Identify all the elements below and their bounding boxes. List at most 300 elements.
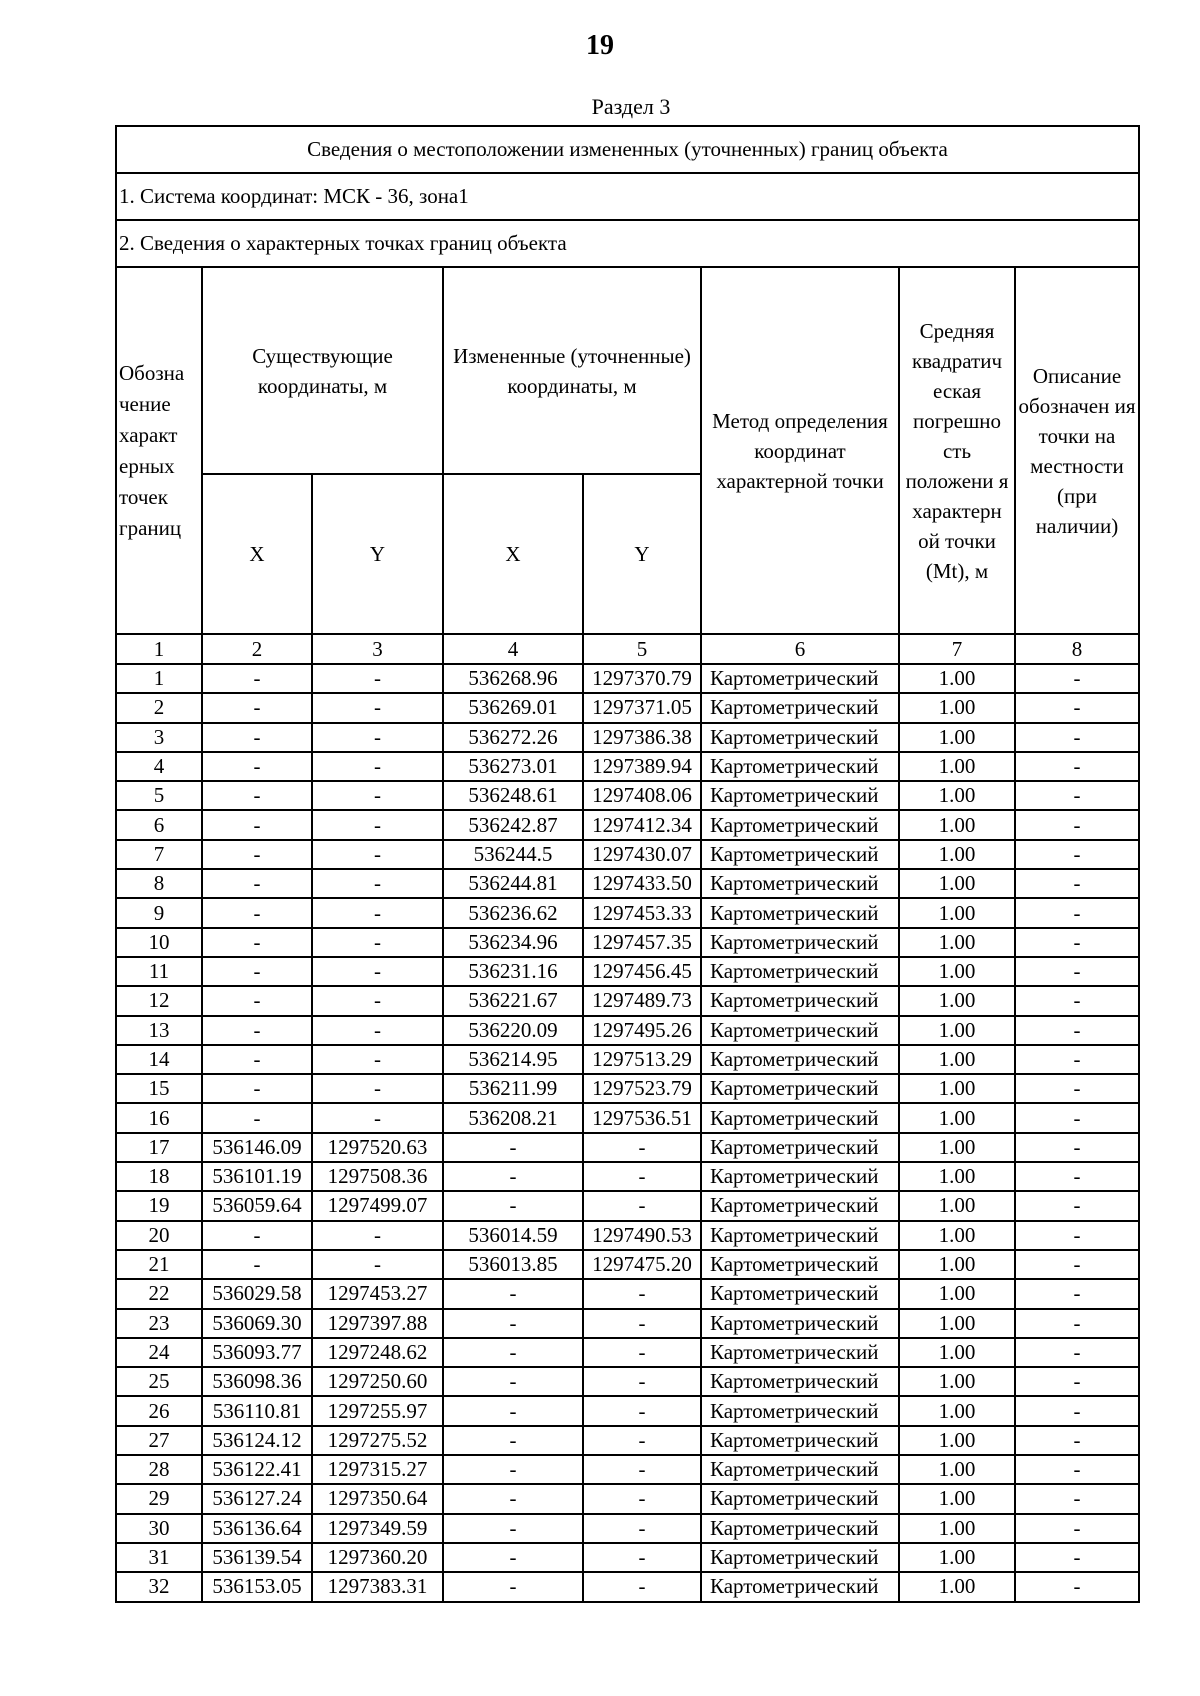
cell-mean-error: 1.00 [899,723,1015,752]
cell-existing-y: - [312,810,443,839]
cell-mean-error: 1.00 [899,1221,1015,1250]
table-row [116,928,1139,957]
cell-changed-y: - [583,1572,701,1601]
table-row [116,1162,1139,1191]
table-row [116,1221,1139,1250]
cell-existing-y: 1297508.36 [312,1162,443,1191]
cell-point-number: 6 [116,810,202,839]
header-existing-x: X [202,474,312,634]
cell-changed-y: 1297453.33 [583,898,701,927]
table-row [116,693,1139,722]
cell-changed-y: - [583,1338,701,1367]
cell-method: Картометрический [701,1484,899,1513]
cell-changed-x: - [443,1455,583,1484]
cell-mean-error: 1.00 [899,1250,1015,1279]
cell-existing-y: 1297383.31 [312,1572,443,1601]
cell-description: - [1015,1396,1139,1425]
cell-changed-x: - [443,1191,583,1220]
cell-changed-x: 536208.21 [443,1103,583,1132]
cell-changed-y: - [583,1543,701,1572]
cell-point-number: 32 [116,1572,202,1601]
cell-changed-y: 1297536.51 [583,1103,701,1132]
cell-existing-y: 1297248.62 [312,1338,443,1367]
table-row [116,869,1139,898]
cell-existing-y: - [312,840,443,869]
table-row [116,1250,1139,1279]
cell-point-number: 23 [116,1309,202,1338]
column-number: 1 [116,634,202,664]
header-existing-coords: Существующие координаты, м [202,267,443,474]
cell-point-number: 21 [116,1250,202,1279]
cell-existing-x: - [202,986,312,1015]
table-row [116,1016,1139,1045]
column-number: 3 [312,634,443,664]
column-number-row [116,634,1139,664]
header-method: Метод определения координат характерной точки [701,267,899,634]
cell-description: - [1015,810,1139,839]
cell-method: Картометрический [701,1133,899,1162]
cell-changed-x: - [443,1426,583,1455]
cell-description: - [1015,1309,1139,1338]
table-row [116,1103,1139,1132]
cell-point-number: 20 [116,1221,202,1250]
cell-changed-y: - [583,1396,701,1425]
cell-description: - [1015,664,1139,693]
table-row [116,1367,1139,1396]
cell-changed-y: 1297523.79 [583,1074,701,1103]
cell-mean-error: 1.00 [899,1396,1015,1425]
cell-description: - [1015,840,1139,869]
cell-changed-x: - [443,1162,583,1191]
cell-mean-error: 1.00 [899,1045,1015,1074]
cell-mean-error: 1.00 [899,957,1015,986]
cell-changed-y: 1297457.35 [583,928,701,957]
cell-changed-y: 1297386.38 [583,723,701,752]
cell-point-number: 17 [116,1133,202,1162]
column-number: 6 [701,634,899,664]
cell-mean-error: 1.00 [899,1162,1015,1191]
cell-existing-y: - [312,986,443,1015]
cell-changed-x: 536269.01 [443,693,583,722]
cell-changed-y: - [583,1455,701,1484]
cell-changed-y: - [583,1426,701,1455]
cell-description: - [1015,1250,1139,1279]
cell-point-number: 3 [116,723,202,752]
cell-description: - [1015,723,1139,752]
cell-changed-y: - [583,1162,701,1191]
cell-changed-y: - [583,1309,701,1338]
cell-changed-x: 536231.16 [443,957,583,986]
cell-method: Картометрический [701,957,899,986]
cell-mean-error: 1.00 [899,1103,1015,1132]
cell-description: - [1015,986,1139,1015]
cell-mean-error: 1.00 [899,664,1015,693]
cell-mean-error: 1.00 [899,869,1015,898]
cell-existing-y: 1297350.64 [312,1484,443,1513]
cell-description: - [1015,1016,1139,1045]
table-row [116,1484,1139,1513]
cell-changed-y: 1297475.20 [583,1250,701,1279]
cell-description: - [1015,1074,1139,1103]
cell-changed-x: 536220.09 [443,1016,583,1045]
section-label: Раздел 3 [591,94,671,119]
cell-point-number: 26 [116,1396,202,1425]
cell-changed-y: 1297371.05 [583,693,701,722]
cell-changed-x: 536248.61 [443,781,583,810]
cell-description: - [1015,1572,1139,1601]
cell-changed-y: - [583,1484,701,1513]
cell-existing-y: - [312,928,443,957]
cell-point-number: 25 [116,1367,202,1396]
table-row [116,1074,1139,1103]
cell-mean-error: 1.00 [899,928,1015,957]
cell-changed-x: 536242.87 [443,810,583,839]
cell-changed-x: - [443,1338,583,1367]
cell-point-number: 24 [116,1338,202,1367]
cell-changed-x: 536268.96 [443,664,583,693]
cell-existing-x: 536153.05 [202,1572,312,1601]
cell-point-number: 2 [116,693,202,722]
cell-existing-x: 536136.64 [202,1514,312,1543]
table-row [116,752,1139,781]
cell-mean-error: 1.00 [899,1191,1015,1220]
cell-description: - [1015,1133,1139,1162]
cell-point-number: 22 [116,1279,202,1308]
cell-method: Картометрический [701,1396,899,1425]
header-changed-coords: Измененные (уточненные) координаты, м [443,267,701,474]
cell-existing-x: 536101.19 [202,1162,312,1191]
cell-point-number: 12 [116,986,202,1015]
cell-existing-x: - [202,1074,312,1103]
cell-existing-y: 1297397.88 [312,1309,443,1338]
coord-system: 1. Система координат: МСК - 36, зона1 [116,173,1139,220]
cell-changed-x: 536272.26 [443,723,583,752]
cell-method: Картометрический [701,1279,899,1308]
cell-method: Картометрический [701,986,899,1015]
cell-description: - [1015,1338,1139,1367]
cell-description: - [1015,1455,1139,1484]
cell-existing-y: 1297360.20 [312,1543,443,1572]
table-row [116,781,1139,810]
header-mean-error: Средняя квадратич еская погрешно сть положени я характерн ой точки (Mt), м [899,267,1015,634]
cell-description: - [1015,957,1139,986]
cell-point-number: 30 [116,1514,202,1543]
cell-description: - [1015,781,1139,810]
cell-existing-x: - [202,693,312,722]
points-heading: 2. Сведения о характерных точках границ объекта [116,220,1139,267]
cell-changed-y: 1297489.73 [583,986,701,1015]
table-row [116,1279,1139,1308]
cell-changed-x: 536244.5 [443,840,583,869]
cell-point-number: 9 [116,898,202,927]
cell-changed-y: 1297495.26 [583,1016,701,1045]
cell-changed-x: 536214.95 [443,1045,583,1074]
cell-existing-y: - [312,752,443,781]
cell-existing-x: 536098.36 [202,1367,312,1396]
table-row [116,1191,1139,1220]
cell-mean-error: 1.00 [899,898,1015,927]
cell-changed-x: 536273.01 [443,752,583,781]
cell-changed-x: - [443,1367,583,1396]
cell-mean-error: 1.00 [899,1074,1015,1103]
cell-existing-y: 1297349.59 [312,1514,443,1543]
cell-description: - [1015,869,1139,898]
cell-changed-x: - [443,1133,583,1162]
cell-existing-x: 536122.41 [202,1455,312,1484]
cell-existing-x: - [202,1250,312,1279]
boundary-points-table [115,125,1140,1603]
cell-method: Картометрический [701,1309,899,1338]
cell-existing-y: - [312,664,443,693]
cell-method: Картометрический [701,1338,899,1367]
page-number: 19 [586,30,614,61]
cell-method: Картометрический [701,1514,899,1543]
cell-mean-error: 1.00 [899,1367,1015,1396]
cell-method: Картометрический [701,1191,899,1220]
cell-method: Картометрический [701,781,899,810]
cell-existing-x: 536059.64 [202,1191,312,1220]
cell-existing-y: 1297275.52 [312,1426,443,1455]
table-row [116,810,1139,839]
cell-existing-x: - [202,723,312,752]
table-row [116,1396,1139,1425]
cell-description: - [1015,898,1139,927]
cell-method: Картометрический [701,840,899,869]
table-row [116,957,1139,986]
cell-point-number: 13 [116,1016,202,1045]
cell-existing-y: 1297453.27 [312,1279,443,1308]
cell-method: Картометрический [701,1572,899,1601]
cell-method: Картометрический [701,1221,899,1250]
cell-changed-y: - [583,1191,701,1220]
cell-existing-x: - [202,1016,312,1045]
cell-mean-error: 1.00 [899,840,1015,869]
cell-existing-y: 1297499.07 [312,1191,443,1220]
header-designation: Обозна чение характ ерных точек границ [116,267,202,634]
cell-point-number: 10 [116,928,202,957]
cell-description: - [1015,1279,1139,1308]
cell-changed-x: 536221.67 [443,986,583,1015]
cell-mean-error: 1.00 [899,1484,1015,1513]
cell-description: - [1015,1367,1139,1396]
cell-mean-error: 1.00 [899,1016,1015,1045]
cell-changed-y: 1297370.79 [583,664,701,693]
table-row [116,1309,1139,1338]
cell-method: Картометрический [701,1426,899,1455]
cell-existing-y: - [312,1221,443,1250]
cell-method: Картометрический [701,869,899,898]
cell-mean-error: 1.00 [899,693,1015,722]
cell-changed-x: 536013.85 [443,1250,583,1279]
cell-description: - [1015,1045,1139,1074]
cell-point-number: 18 [116,1162,202,1191]
cell-changed-y: 1297430.07 [583,840,701,869]
cell-changed-y: 1297433.50 [583,869,701,898]
cell-existing-x: - [202,840,312,869]
cell-mean-error: 1.00 [899,986,1015,1015]
header-changed-y: Y [583,474,701,634]
cell-method: Картометрический [701,810,899,839]
cell-point-number: 28 [116,1455,202,1484]
cell-point-number: 5 [116,781,202,810]
cell-existing-x: 536029.58 [202,1279,312,1308]
cell-mean-error: 1.00 [899,1279,1015,1308]
cell-existing-x: - [202,1221,312,1250]
cell-description: - [1015,752,1139,781]
cell-existing-x: 536139.54 [202,1543,312,1572]
column-number: 5 [583,634,701,664]
table-row [116,664,1139,693]
cell-existing-y: - [312,693,443,722]
cell-method: Картометрический [701,693,899,722]
cell-mean-error: 1.00 [899,810,1015,839]
cell-changed-y: 1297412.34 [583,810,701,839]
cell-mean-error: 1.00 [899,1455,1015,1484]
cell-changed-y: - [583,1279,701,1308]
cell-existing-x: - [202,898,312,927]
cell-description: - [1015,1426,1139,1455]
cell-existing-y: - [312,1074,443,1103]
cell-method: Картометрический [701,752,899,781]
cell-mean-error: 1.00 [899,1514,1015,1543]
cell-existing-y: - [312,781,443,810]
cell-changed-x: 536211.99 [443,1074,583,1103]
table-row [116,1543,1139,1572]
cell-method: Картометрический [701,1045,899,1074]
table-row [116,1338,1139,1367]
cell-description: - [1015,928,1139,957]
cell-mean-error: 1.00 [899,1426,1015,1455]
table-row [116,1514,1139,1543]
cell-method: Картометрический [701,1543,899,1572]
cell-point-number: 16 [116,1103,202,1132]
cell-changed-y: - [583,1367,701,1396]
cell-method: Картометрический [701,1074,899,1103]
cell-existing-x: 536146.09 [202,1133,312,1162]
column-number: 7 [899,634,1015,664]
cell-method: Картометрический [701,898,899,927]
cell-changed-y: - [583,1133,701,1162]
cell-description: - [1015,1103,1139,1132]
cell-changed-x: - [443,1279,583,1308]
cell-changed-x: - [443,1396,583,1425]
cell-point-number: 4 [116,752,202,781]
table-row [116,1045,1139,1074]
table-row [116,723,1139,752]
cell-existing-x: 536127.24 [202,1484,312,1513]
table-row [116,840,1139,869]
table-row [116,986,1139,1015]
cell-method: Картометрический [701,1455,899,1484]
cell-existing-x: - [202,957,312,986]
cell-point-number: 7 [116,840,202,869]
cell-point-number: 31 [116,1543,202,1572]
cell-changed-x: 536234.96 [443,928,583,957]
column-number: 4 [443,634,583,664]
cell-description: - [1015,1514,1139,1543]
cell-method: Картометрический [701,664,899,693]
cell-changed-y: 1297408.06 [583,781,701,810]
cell-changed-y: 1297513.29 [583,1045,701,1074]
table-row [116,898,1139,927]
cell-existing-x: - [202,928,312,957]
cell-mean-error: 1.00 [899,1543,1015,1572]
header-existing-y: Y [312,474,443,634]
cell-method: Картометрический [701,1367,899,1396]
cell-changed-x: - [443,1572,583,1601]
cell-existing-x: - [202,810,312,839]
cell-point-number: 29 [116,1484,202,1513]
cell-point-number: 14 [116,1045,202,1074]
cell-description: - [1015,1191,1139,1220]
cell-existing-y: - [312,723,443,752]
table-title: Сведения о местоположении измененных (уточненных) границ объекта [116,126,1139,173]
cell-description: - [1015,1162,1139,1191]
cell-existing-x: - [202,664,312,693]
cell-existing-y: - [312,1103,443,1132]
cell-mean-error: 1.00 [899,1133,1015,1162]
cell-method: Картометрический [701,723,899,752]
cell-description: - [1015,693,1139,722]
cell-changed-y: 1297456.45 [583,957,701,986]
cell-point-number: 15 [116,1074,202,1103]
cell-existing-x: 536093.77 [202,1338,312,1367]
cell-method: Картометрический [701,1162,899,1191]
cell-changed-x: - [443,1514,583,1543]
cell-mean-error: 1.00 [899,1338,1015,1367]
cell-existing-x: - [202,781,312,810]
cell-changed-x: 536244.81 [443,869,583,898]
cell-point-number: 27 [116,1426,202,1455]
cell-changed-y: - [583,1514,701,1543]
header-changed-x: X [443,474,583,634]
cell-mean-error: 1.00 [899,752,1015,781]
cell-mean-error: 1.00 [899,1309,1015,1338]
cell-method: Картометрический [701,1103,899,1132]
cell-existing-y: - [312,869,443,898]
cell-existing-x: - [202,1045,312,1074]
cell-point-number: 11 [116,957,202,986]
cell-existing-y: 1297255.97 [312,1396,443,1425]
cell-existing-y: 1297315.27 [312,1455,443,1484]
cell-changed-x: - [443,1543,583,1572]
cell-changed-x: - [443,1484,583,1513]
table-row [116,1426,1139,1455]
cell-mean-error: 1.00 [899,781,1015,810]
cell-method: Картометрический [701,1016,899,1045]
cell-point-number: 1 [116,664,202,693]
cell-changed-x: 536236.62 [443,898,583,927]
cell-existing-y: - [312,898,443,927]
cell-existing-y: - [312,1250,443,1279]
cell-existing-y: - [312,1016,443,1045]
cell-method: Картометрический [701,1250,899,1279]
header-description: Описание обозначен ия точки на местности (при наличии) [1015,267,1139,634]
cell-description: - [1015,1484,1139,1513]
cell-changed-x: 536014.59 [443,1221,583,1250]
cell-description: - [1015,1543,1139,1572]
table-row [116,1572,1139,1601]
column-number: 2 [202,634,312,664]
cell-method: Картометрический [701,928,899,957]
cell-changed-y: 1297389.94 [583,752,701,781]
cell-description: - [1015,1221,1139,1250]
cell-existing-y: - [312,957,443,986]
cell-existing-y: 1297520.63 [312,1133,443,1162]
cell-existing-y: - [312,1045,443,1074]
cell-existing-x: - [202,1103,312,1132]
cell-existing-x: 536110.81 [202,1396,312,1425]
